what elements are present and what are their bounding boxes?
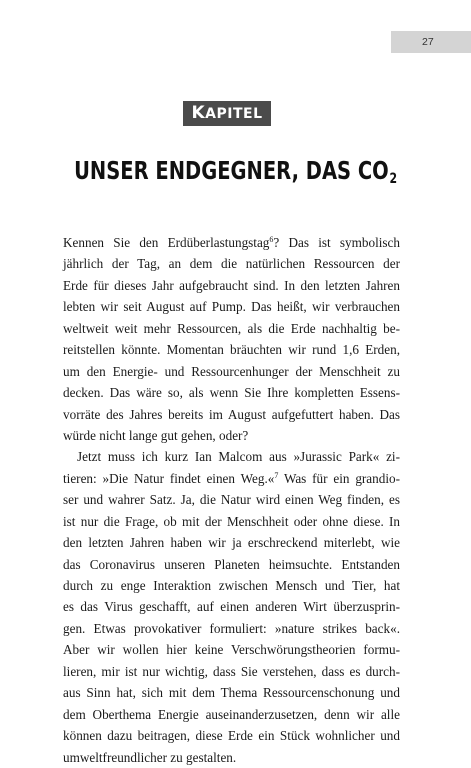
footnote-marker: 7 (274, 470, 279, 480)
footnote-marker: 6 (269, 235, 274, 244)
text-line: ist nur die Frage, ob mit der Menschheit oder ohne diese. In (63, 513, 400, 529)
text-line: durch zu enge Interaktion zwischen Mensch und Tier, hat (63, 578, 400, 593)
text-line: um den Energie- und Ressourcenhunger der Menschheit zu (63, 363, 400, 379)
text-line: aus Sinn hat, sich mit dem Thema Ressourcenschonung und (63, 685, 400, 701)
text-line: Aber wir wollen hier keine Verschwörungstheorien formu- (63, 642, 400, 658)
text-line: reitstellen könnte. Momentan bräuchten wir rund 1,6 Erden, (63, 342, 400, 358)
text-line: tieren: »Die Natur findet einen Weg.«$^7$ Was für ein grandio- (63, 470, 400, 486)
text-line: lebten wir seit August auf Pump. Das heißt, wir verbrauchen (63, 299, 400, 315)
chapter-title-subscript: 2 (389, 171, 398, 187)
text-line: dem Oberthema Energie auseinanderzusetzen, denn wir alle (63, 706, 400, 722)
text-line: jährlich der Tag, an dem die natürlichen Ressourcen der (63, 256, 400, 272)
text-line: weltweit weit mehr Ressourcen, als die Erde nachhaltig be- (63, 320, 400, 336)
text-line: vorräte des Jahres bereits im August aufgefuttert haben. Das (63, 406, 400, 422)
text-line: gen. Etwas provokativer formuliert: »nature strikes back«. (63, 620, 400, 636)
chapter-title-main: UNSER ENDGEGNER, DAS CO (74, 156, 389, 185)
text-line: Kennen Sie den Erdüberlastungstag$^6$? Das ist symbolisch (63, 235, 400, 250)
body-text (63, 232, 400, 768)
text-line: decken. Das wäre so, als wenn Sie Ihre kompletten Essens- (63, 385, 400, 401)
text-line: können dazu beitragen, diese Erde ein Stück wohnlicher und (63, 728, 400, 744)
text-line: ser und wahrer Satz. Ja, die Natur wird einen Weg finden, es (63, 492, 400, 508)
text-line: das Coronavirus unseren Planeten heimsuchte. Entstanden (63, 556, 400, 572)
chapter-label (183, 101, 271, 149)
text-line: lieren, mir ist nur wichtig, dass Sie verstehen, dass es durch- (63, 663, 400, 679)
text-line: den letzten Jahren haben wir ja erschreckend miterlebt, wie (63, 535, 400, 551)
chapter-label-word: APITEL (205, 106, 263, 122)
chapter-label-initial: K (191, 103, 206, 123)
text-line: würde nicht lange gut gehen, oder? (63, 427, 249, 443)
chapter-title (52, 154, 419, 196)
text-line: Jetzt muss ich kurz Ian Malcom aus »Jurassic Park« zi- (77, 449, 400, 465)
text-line: Erde für dieses Jahr aufgebraucht sind. In den letzten Jahren (63, 277, 400, 293)
page-number: 27 (422, 36, 434, 48)
page-number-tab (391, 31, 471, 53)
chapter-label-number: 2 (220, 129, 234, 149)
text-line: es das Virus geschafft, auf einen anderen Wirt überzusprin- (63, 599, 400, 615)
text-line: umweltfreundlicher zu gestalten. (63, 749, 237, 765)
